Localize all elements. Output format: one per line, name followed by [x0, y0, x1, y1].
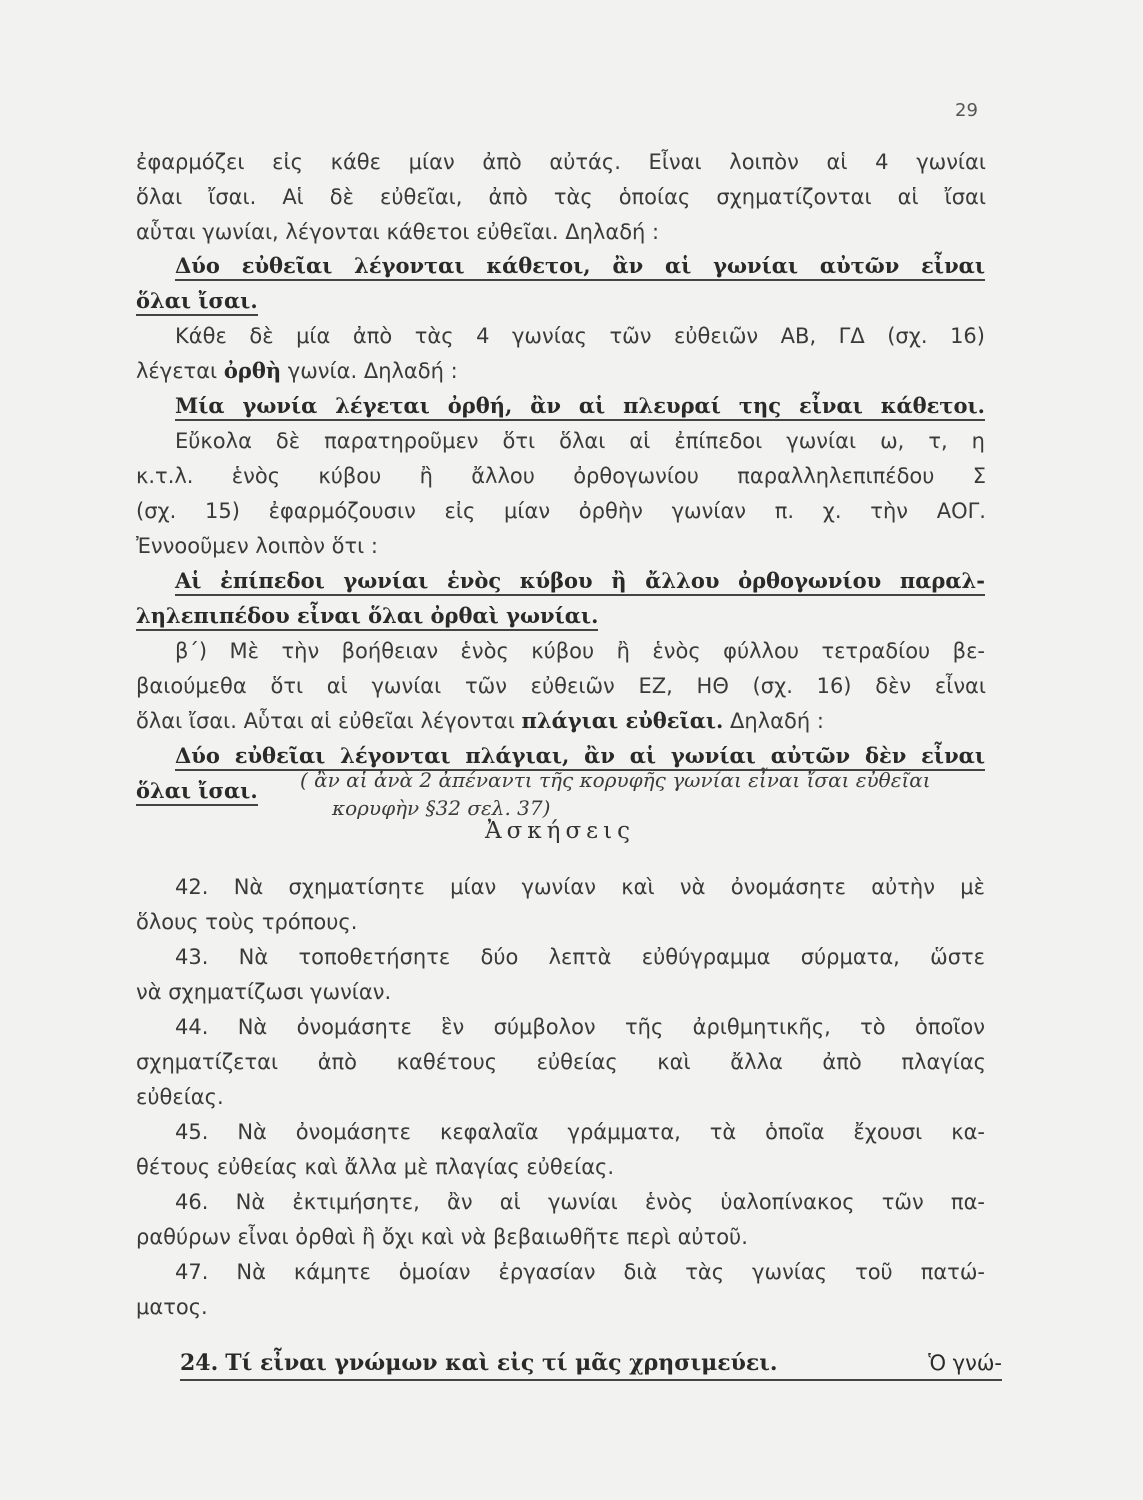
body-line: ἐφαρμόζει εἰς κάθε μίαν ἀπὸ αὐτάς. Εἶναι λοιπὸν αἱ 4 γωνίαι — [136, 150, 986, 174]
body-text: ὅλαι ἴσαι. Αὗται αἱ εὐθεῖαι λέγονται — [136, 709, 515, 733]
exercises-heading: Ἀσκήσεις — [485, 818, 635, 844]
exercise-line: ματος. — [136, 1295, 208, 1319]
handwritten-line: ( ἂν αἱ ἀνὰ 2 ἀπέναντι τῆς κορυφῆς γωνίαι εἶναι ἴσαι εὐθεῖαι — [300, 768, 931, 792]
body-line: (σχ. 15) ἐφαρμόζουσιν εἰς μίαν ὀρθὴν γωνίαν π. χ. τὴν ΑΟΓ. — [136, 499, 986, 523]
body-line: Ἐννοοῦμεν λοιπὸν ὅτι : — [136, 534, 378, 558]
term-right: ὀρθὴ — [223, 358, 282, 383]
exercise-line: ραθύρων εἶναι ὀρθαὶ ἢ ὄχι καὶ νὰ βεβαιωθῆτε περὶ αὐτοῦ. — [136, 1225, 748, 1249]
definition-oblique — [175, 742, 985, 770]
body-text: Δηλαδή : — [730, 709, 824, 733]
exercise-line: νὰ σχηματίζωσι γωνίαν. — [136, 980, 392, 1004]
definition-perpendicular-cont — [136, 287, 258, 315]
exercise-line: ὅλους τοὺς τρόπους. — [136, 910, 358, 934]
section-title: Τί εἶναι γνώμων καὶ εἰς τί μᾶς χρησιμεύει. — [225, 1350, 778, 1376]
exercise-line: 42. Νὰ σχηματίσητε μίαν γωνίαν καὶ νὰ ὀνομάσητε αὐτὴν μὲ — [175, 875, 985, 899]
definition-text: ὅλαι ἴσαι. — [136, 288, 258, 316]
definition-text: Δύο εὐθεῖαι λέγονται πλάγιαι, ἂν αἱ γωνίαι αὐτῶν δὲν εἶναι — [175, 743, 985, 771]
body-text: λέγεται — [136, 359, 218, 383]
definition-cube-angles-cont — [136, 602, 598, 630]
section-heading — [180, 1348, 1002, 1381]
handwritten-line: κορυφὴν §32 σελ. 37) — [332, 796, 551, 820]
exercise-line: 44. Νὰ ὀνομάσητε ἓν σύμβολον τῆς ἀριθμητικῆς, τὸ ὁποῖον — [175, 1015, 985, 1039]
body-line: βαιούμεθα ὅτι αἱ γωνίαι τῶν εὐθειῶν ΕΖ, ΗΘ (σχ. 16) δὲν εἶναι — [136, 674, 986, 698]
body-line: κ.τ.λ. ἑνὸς κύβου ἢ ἄλλου ὀρθογωνίου παραλληλεπιπέδου Σ — [136, 464, 986, 488]
body-line: ὅλαι ἴσαι. Αἱ δὲ εὐθεῖαι, ἀπὸ τὰς ὁποίας σχηματίζονται αἱ ἴσαι — [136, 185, 986, 209]
exercise-line: σχηματίζεται ἀπὸ καθέτους εὐθείας καὶ ἄλλα ἀπὸ πλαγίας — [136, 1050, 986, 1074]
definition-text: ληλεπιπέδου εἶναι ὅλαι ὀρθαὶ γωνίαι. — [136, 603, 598, 631]
section-continuation: Ὁ γνώ- — [928, 1351, 1002, 1375]
handwritten-note — [300, 768, 931, 820]
definition-oblique-cont — [136, 777, 258, 805]
body-line: Κάθε δὲ μία ἀπὸ τὰς 4 γωνίας τῶν εὐθειῶν ΑΒ, ΓΔ (σχ. 16) — [175, 324, 985, 348]
page-number: 29 — [955, 100, 978, 121]
body-line: β΄) Μὲ τὴν βοήθειαν ἑνὸς κύβου ἢ ἑνὸς φύλλου τετραδίου βε- — [175, 639, 985, 663]
body-line: Εὔκολα δὲ παρατηροῦμεν ὅτι ὅλαι αἱ ἐπίπεδοι γωνίαι ω, τ, η — [175, 429, 985, 453]
definition-text: Μία γωνία λέγεται ὀρθή, ἂν αἱ πλευραί της εἶναι κάθετοι. — [175, 393, 985, 421]
body-line — [136, 707, 824, 735]
definition-cube-angles — [175, 567, 985, 595]
exercise-line: θέτους εὐθείας καὶ ἄλλα μὲ πλαγίας εὐθείας. — [136, 1155, 615, 1179]
exercise-line: 45. Νὰ ὀνομάσητε κεφαλαῖα γράμματα, τὰ ὁποῖα ἔχουσι κα- — [175, 1120, 985, 1144]
definition-right-angle — [175, 392, 985, 420]
definition-text: Δύο εὐθεῖαι λέγονται κάθετοι, ἂν αἱ γωνίαι αὐτῶν εἶναι — [175, 253, 985, 281]
body-line: αὗται γωνίαι, λέγονται κάθετοι εὐθεῖαι. Δηλαδή : — [136, 220, 660, 244]
exercise-line: 43. Νὰ τοποθετήσητε δύο λεπτὰ εὐθύγραμμα σύρματα, ὥστε — [175, 945, 985, 969]
definition-text: Αἱ ἐπίπεδοι γωνίαι ἑνὸς κύβου ἢ ἄλλου ὀρθογωνίου παραλ- — [175, 568, 985, 596]
exercise-line: εὐθείας. — [136, 1085, 224, 1109]
exercise-line: 47. Νὰ κάμητε ὁμοίαν ἐργασίαν διὰ τὰς γωνίας τοῦ πατώ- — [175, 1260, 985, 1284]
section-number: 24. — [180, 1350, 219, 1376]
term-oblique: πλάγιαι εὐθεῖαι. — [521, 708, 724, 733]
body-line — [136, 357, 458, 385]
definition-text: ὅλαι ἴσαι. — [136, 778, 258, 806]
definition-perpendicular — [175, 252, 985, 280]
body-text: γωνία. Δηλαδή : — [287, 359, 458, 383]
exercise-line: 46. Νὰ ἐκτιμήσητε, ἂν αἱ γωνίαι ἑνὸς ὑαλοπίνακος τῶν πα- — [175, 1190, 985, 1214]
